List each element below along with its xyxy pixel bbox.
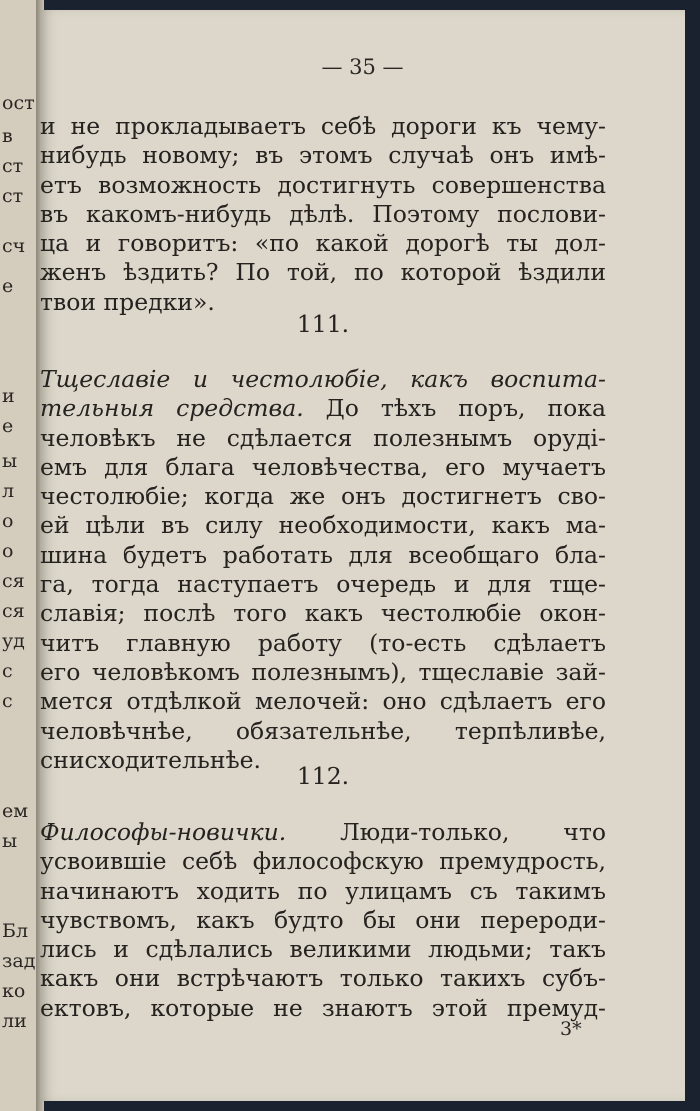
left-page-fragment: в xyxy=(2,125,13,147)
aphorism-title: тельныя средства. xyxy=(40,394,304,423)
text-line: усвоившіе себѣ философскую премудрость, xyxy=(40,847,606,876)
text-line: начинаютъ ходить по улицамъ съ такимъ xyxy=(40,876,606,905)
left-page-fragment: ся xyxy=(2,570,25,592)
left-page-fragment: Бл xyxy=(2,920,29,942)
left-page-fragment: ст xyxy=(2,185,24,207)
left-page-fragment: сч xyxy=(2,235,26,257)
text-line xyxy=(40,394,606,423)
text-line: и не прокладываетъ себѣ дороги къ чему- xyxy=(40,112,606,140)
left-page-fragment: и xyxy=(2,385,15,407)
text-line: въ какомъ-нибудь дѣлѣ. Поэтому послови- xyxy=(40,199,606,228)
left-page-fragment: ли xyxy=(2,1010,27,1032)
left-page-fragment: зад xyxy=(2,950,36,972)
left-page-fragment: о xyxy=(2,540,14,562)
section-number-111: 111. xyxy=(296,310,350,338)
left-page-fragment: ем xyxy=(2,800,29,822)
book-page xyxy=(40,10,685,1101)
text-line: ца и говоритъ: «по какой дорогѣ ты дол- xyxy=(40,229,606,258)
aphorism-title: Тщеславіе и честолюбіе, какъ воспита- xyxy=(40,365,606,393)
left-page-fragment: л xyxy=(2,480,15,502)
text-line: ей цѣли въ силу необходимости, какъ ма- xyxy=(40,511,606,540)
left-page-fragment: ся xyxy=(2,600,25,622)
previous-page-edge xyxy=(0,0,40,1111)
left-page-fragment: с xyxy=(2,660,13,682)
left-page-fragment: ост xyxy=(2,92,35,114)
text-fragment: Люди-только, что xyxy=(340,818,606,846)
text-line: ектовъ, которые не знаютъ этой премуд- xyxy=(40,993,606,1022)
section-number-112: 112. xyxy=(296,762,350,790)
text-line: славія; послѣ того какъ честолюбіе окон- xyxy=(40,599,606,628)
page-number: — 35 — xyxy=(321,55,404,79)
text-line: женъ ѣздить? По той, по которой ѣздили xyxy=(40,258,606,287)
left-page-fragment: уд xyxy=(2,630,25,652)
left-page-fragment: ко xyxy=(2,980,26,1002)
text-line: га, тогда наступаетъ очередь и для тще- xyxy=(40,570,606,599)
text-line: етъ возможность достигнуть совершенства xyxy=(40,170,606,199)
text-line: лись и сдѣлались великими людьми; такъ xyxy=(40,935,606,964)
text-line: твои предки». xyxy=(40,287,215,316)
aphorism-title: Философы-новички. xyxy=(40,818,287,846)
text-line: его человѣкомъ полезнымъ), тщеславіе зай- xyxy=(40,657,606,686)
text-line xyxy=(40,818,606,847)
left-page-fragment: ст xyxy=(2,155,24,177)
left-page-fragment: ы xyxy=(2,450,18,472)
text-line: шина будетъ работать для всеобщаго бла- xyxy=(40,540,606,569)
left-page-fragment: с xyxy=(2,690,13,712)
text-line: снисходительнѣе. xyxy=(40,745,262,774)
left-page-fragment: ы xyxy=(2,830,18,852)
text-line: человѣкъ не сдѣлается полезнымъ оруді- xyxy=(40,423,606,452)
paragraph-continuation xyxy=(40,112,606,317)
aphorism-111 xyxy=(40,365,606,775)
text-line: мется отдѣлкой мелочей: оно сдѣлаетъ его xyxy=(40,687,606,716)
text-line: нибудь новому; въ этомъ случаѣ онъ имѣ- xyxy=(40,141,606,170)
text-line: чувствомъ, какъ будто бы они перероди- xyxy=(40,905,606,934)
text-line: честолюбіе; когда же онъ достигнетъ сво- xyxy=(40,482,606,511)
text-line: читъ главную работу (то-есть сдѣлаетъ xyxy=(40,628,606,657)
left-page-fragment: е xyxy=(2,415,14,437)
text-line: человѣчнѣе, обязательнѣе, терпѣливѣе, xyxy=(40,716,606,745)
signature-mark: 3* xyxy=(560,1018,582,1040)
left-page-fragment: е xyxy=(2,275,14,297)
aphorism-112 xyxy=(40,818,606,1023)
text-line: емъ для блага человѣчества, его мучаетъ xyxy=(40,452,606,481)
left-page-fragment: о xyxy=(2,510,14,532)
text-line: какъ они встрѣчаютъ только такихъ субъ- xyxy=(40,964,606,993)
text-fragment: До тѣхъ поръ, пока xyxy=(325,394,606,423)
